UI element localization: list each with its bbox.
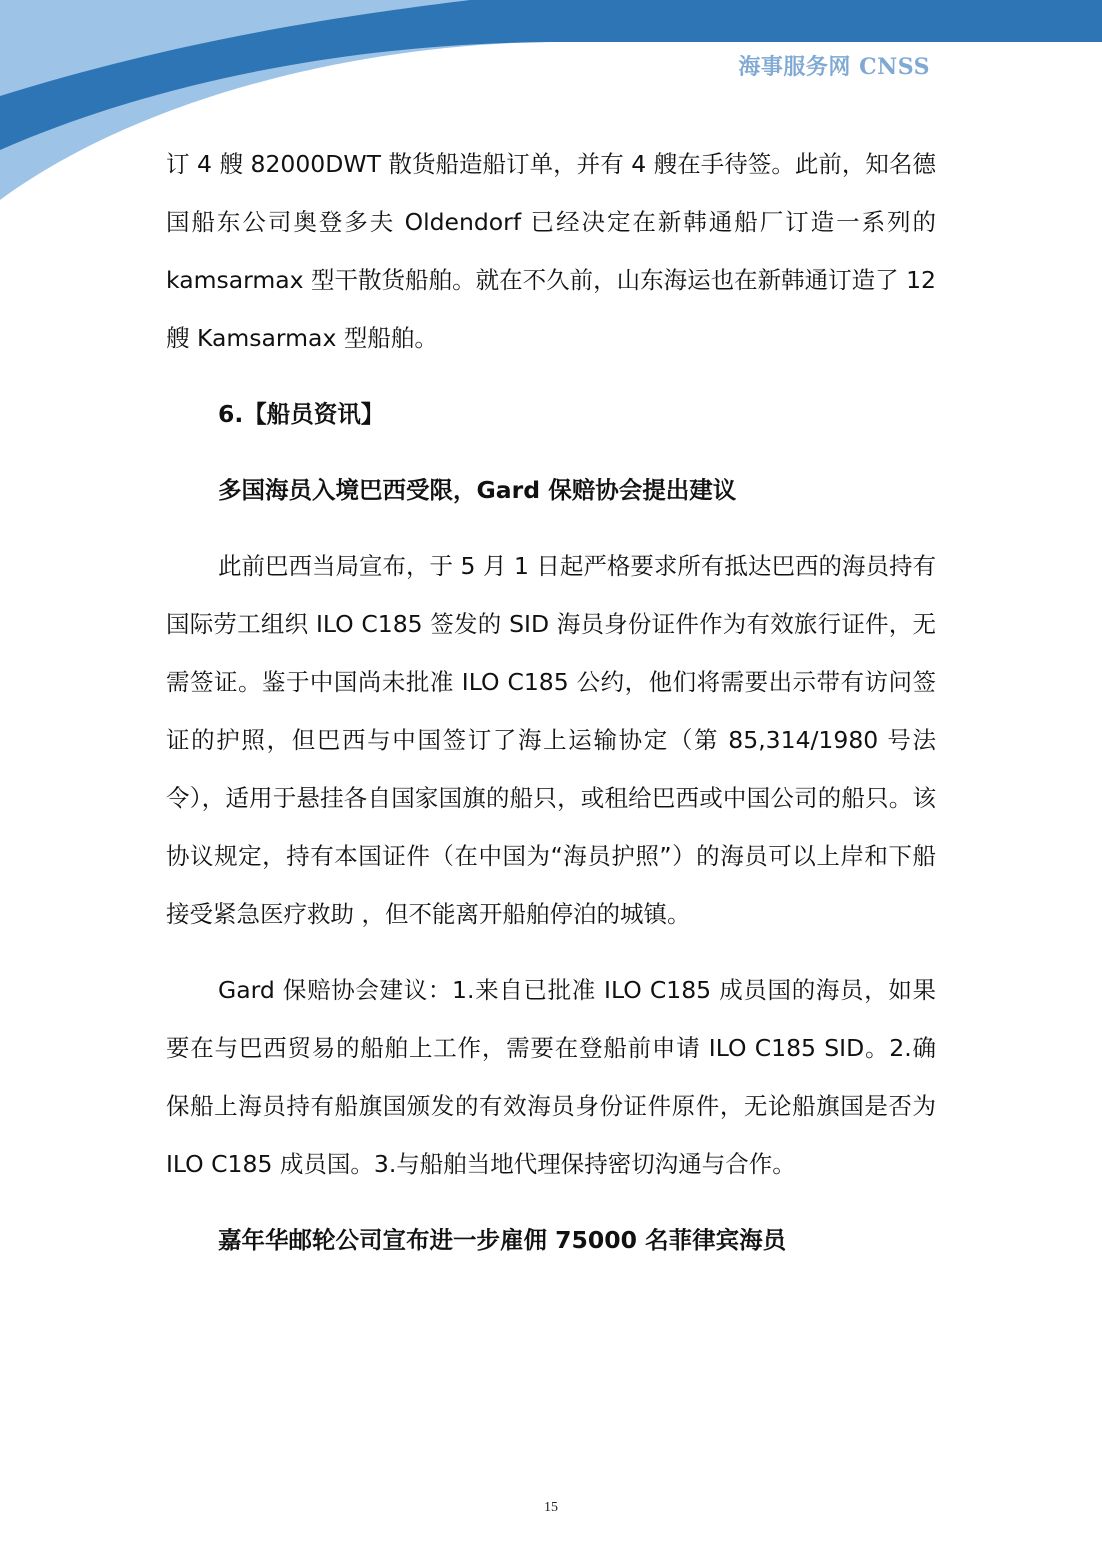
section-title: 6.【船员资讯】	[218, 400, 385, 428]
page-content	[166, 135, 936, 1269]
page-number: 15	[544, 1500, 558, 1515]
article-paragraph: Gard 保赔协会建议：1.来自已批准 ILO C185 成员国的海员，如果要在与巴西贸易的船舶上工作，需要在登船前申请 ILO C185 SID。2.确保船上海员持有船旗国颁发的有效海员身份证件原件，无论船旗国是否为 ILO C185 成员国。3.与船舶当地代理保持密切沟通与合作。	[166, 976, 936, 1178]
article-headline: 多国海员入境巴西受限，Gard 保赔协会提出建议	[218, 476, 737, 504]
article-headline: 嘉年华邮轮公司宣布进一步雇佣 75000 名菲律宾海员	[218, 1226, 787, 1254]
paragraph-continuation: 订 4 艘 82000DWT 散货船造船订单，并有 4 艘在手待签。此前，知名德国船东公司奥登多夫 Oldendorf 已经决定在新韩通船厂订造一系列的 kamsarmax 型干散货船舶。就在不久前，山东海运也在新韩通订造了 12 艘 Kamsarmax 型船舶。	[166, 150, 936, 352]
article-paragraph: 此前巴西当局宣布，于 5 月 1 日起严格要求所有抵达巴西的海员持有国际劳工组织 ILO C185 签发的 SID 海员身份证件作为有效旅行证件，无需签证。鉴于中国尚未批准 ILO C185 公约，他们将需要出示带有访问签证的护照，但巴西与中国签订了海上运输协定（第 85,314/1980 号法令），适用于悬挂各自国家国旗的船只，或租给巴西或中国公司的船只。该协议规定，持有本国证件（在中国为“海员护照”）的海员可以上岸和下船接受紧急医疗救助 ，但不能离开船舶停泊的城镇。	[166, 552, 936, 928]
brand-title: 海事服务网 CNSS	[738, 54, 930, 80]
